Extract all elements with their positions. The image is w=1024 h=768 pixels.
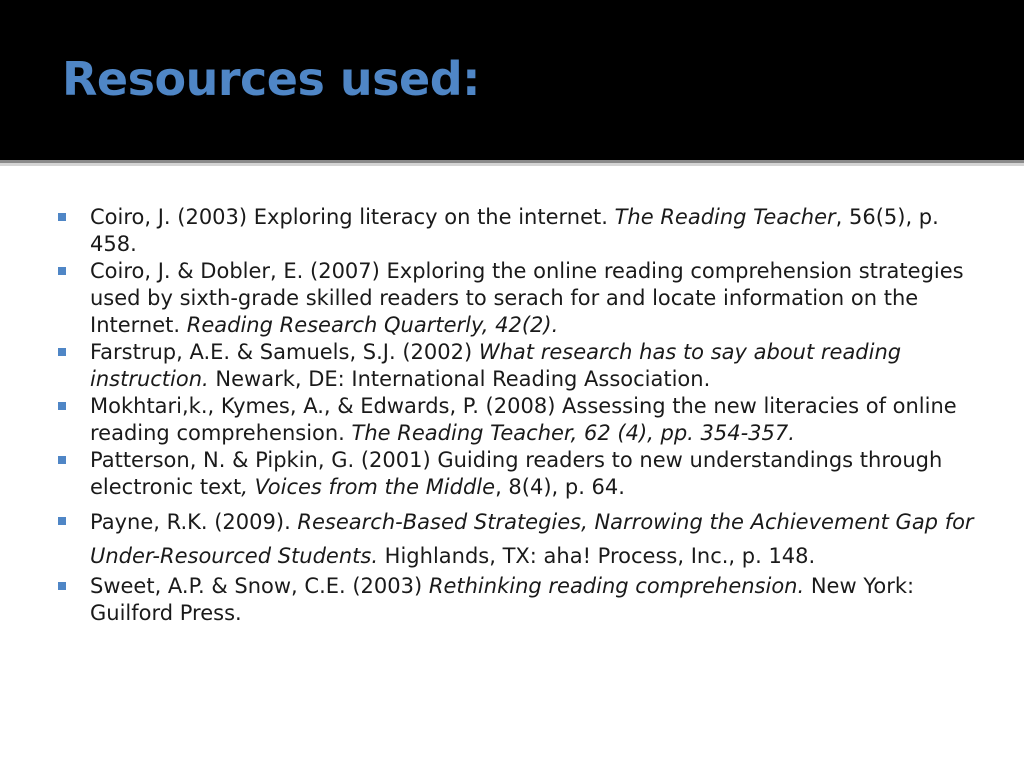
reference-text: Newark, DE: International Reading Association. <box>208 367 711 391</box>
square-bullet-icon <box>58 517 66 525</box>
reference-text: Highlands, TX: aha! Process, Inc., p. 148. <box>378 544 816 568</box>
reference-text: Farstrup, A.E. & Samuels, S.J. (2002) <box>90 340 479 364</box>
reference-italic: Reading Research Quarterly, 42(2). <box>186 313 559 337</box>
reference-item <box>56 339 986 393</box>
reference-item <box>56 204 986 258</box>
title-band <box>0 0 1024 160</box>
slide-title: Resources used: <box>62 52 481 106</box>
reference-text: Mokhtari,k., Kymes, A., & Edwards, P. (2008) Assessing the new literacies of online reading comprehension. <box>90 394 957 445</box>
reference-item <box>56 573 986 627</box>
square-bullet-icon <box>58 456 66 464</box>
reference-item <box>56 505 986 573</box>
square-bullet-icon <box>58 402 66 410</box>
reference-text: , 56(5), p. 458. <box>90 205 939 256</box>
reference-text: Coiro, J. (2003) Exploring literacy on the internet. <box>90 205 615 229</box>
reference-italic: Rethinking reading comprehension. <box>428 574 805 598</box>
reference-text: Payne, R.K. (2009). <box>90 510 298 534</box>
reference-text: Sweet, A.P. & Snow, C.E. (2003) <box>90 574 429 598</box>
reference-list <box>56 204 986 627</box>
reference-text: New York: Guilford Press. <box>90 574 915 625</box>
square-bullet-icon <box>58 348 66 356</box>
reference-text: Coiro, J. & Dobler, E. (2007) Exploring the online reading comprehension strategies used by sixth-grade skilled readers to serach for and locate information on the Internet. <box>90 259 964 337</box>
reference-italic: The Reading Teacher, 62 (4), pp. 354-357. <box>351 421 795 445</box>
reference-text: , 8(4), p. 64. <box>495 475 625 499</box>
reference-italic: Research-Based Strategies, Narrowing the Achievement Gap for Under-Resourced Students. <box>90 510 974 568</box>
reference-text: Patterson, N. & Pipkin, G. (2001) Guiding readers to new understandings through electronic text <box>90 448 943 499</box>
square-bullet-icon <box>58 213 66 221</box>
reference-item <box>56 258 986 339</box>
square-bullet-icon <box>58 582 66 590</box>
reference-item <box>56 393 986 447</box>
square-bullet-icon <box>58 267 66 275</box>
reference-italic: What research has to say about reading instruction. <box>90 340 902 391</box>
reference-italic: The Reading Teacher <box>614 205 836 229</box>
reference-italic: , Voices from the Middle <box>241 475 496 499</box>
title-divider-shadow <box>0 163 1024 166</box>
reference-item <box>56 447 986 501</box>
